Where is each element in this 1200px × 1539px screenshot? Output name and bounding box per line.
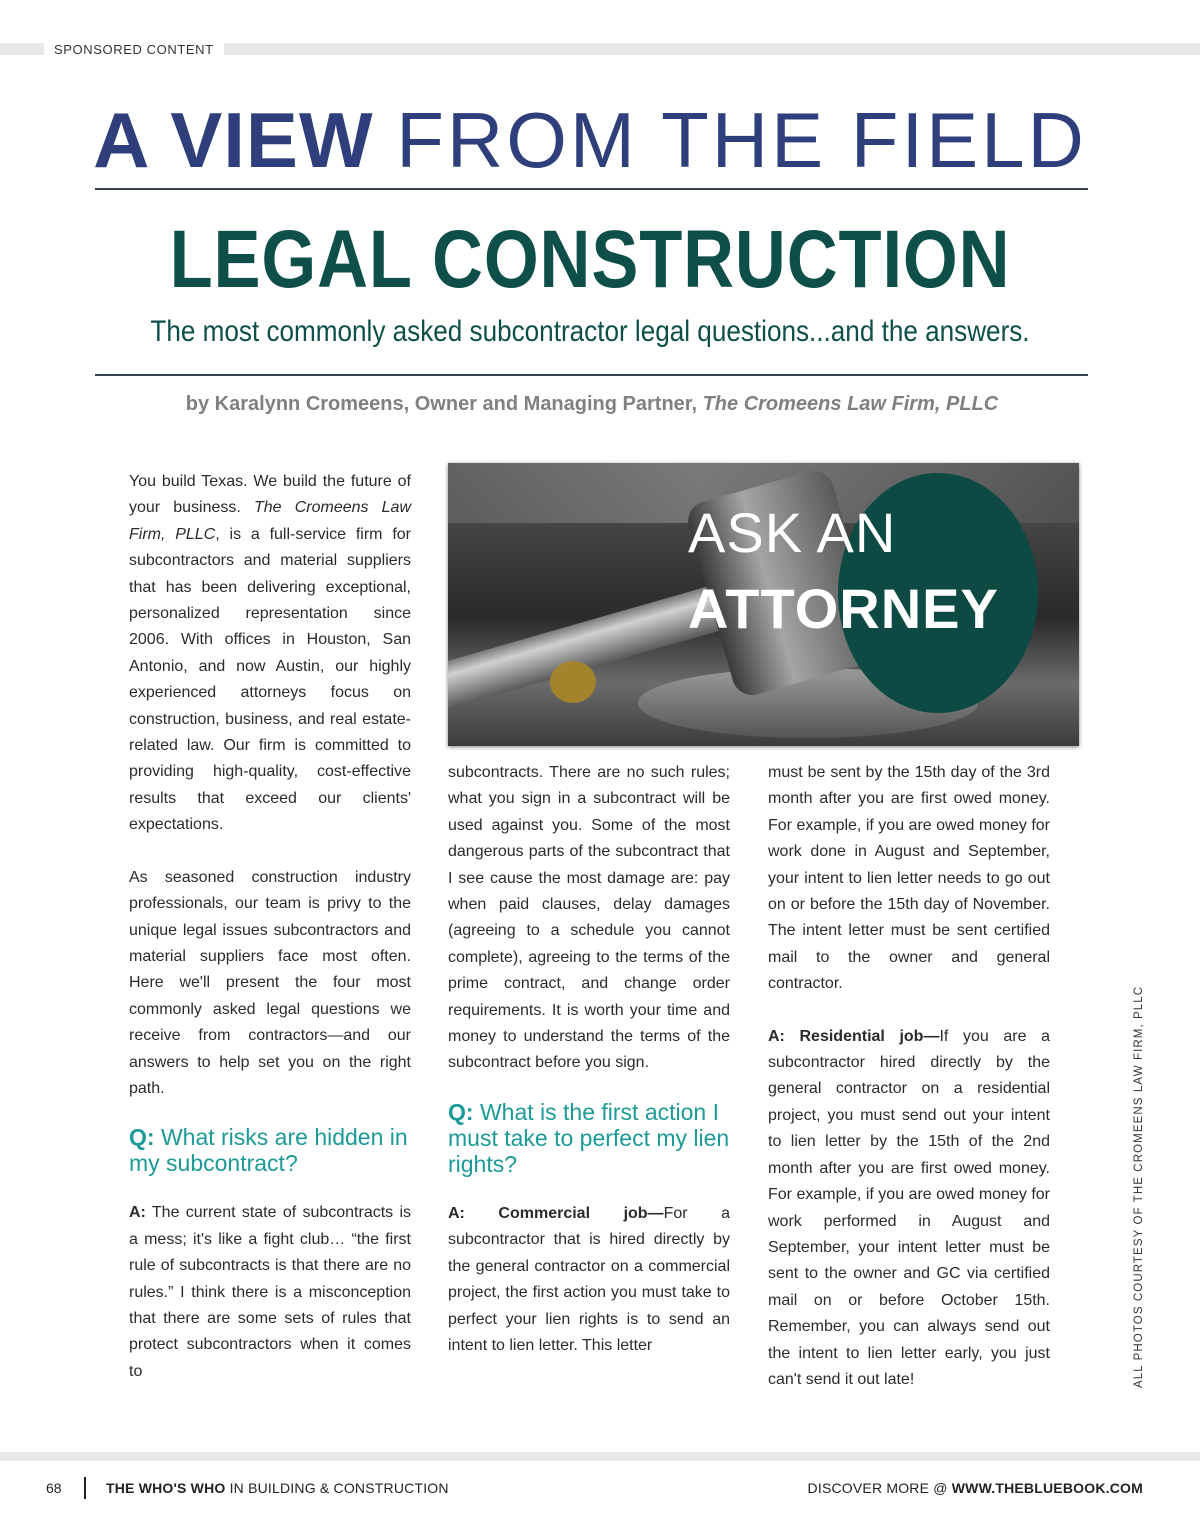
question-2 <box>448 1099 730 1177</box>
article-column-3 <box>768 760 1050 1393</box>
publication-rest: IN BUILDING & CONSTRUCTION <box>225 1480 449 1496</box>
website-link[interactable]: WWW.THEBLUEBOOK.COM <box>951 1480 1143 1496</box>
question-1 <box>129 1124 411 1176</box>
page-number: 68 <box>46 1480 62 1496</box>
byline-author: by Karalynn Cromeens, Owner and Managing Partner, <box>185 393 698 415</box>
answer-label: A: <box>129 1204 146 1222</box>
discover-more <box>808 1479 1143 1497</box>
headline-bold: A VIEW <box>93 96 374 184</box>
intro-text-a: You build Texas. We build the future of your business. <box>129 473 411 517</box>
section-headline <box>0 94 1180 186</box>
publication-bold: THE WHO'S WHO <box>106 1480 226 1496</box>
sponsored-label: SPONSORED CONTENT <box>44 40 224 60</box>
discover-prefix: DISCOVER MORE @ <box>807 1480 952 1496</box>
intro-paragraph-2: As seasoned construction industry professionals, our team is privy to the unique legal issues subcontractors and material suppliers face most often. Here we'll present the four most commonly asked legal questions we receive from contractors—and our answers to help set you on the right path. <box>129 868 411 1097</box>
answer-label: A: Residential job— <box>768 1027 940 1045</box>
question-text: What risks are hidden in my subcontract? <box>129 1124 408 1177</box>
question-label: Q: <box>129 1124 155 1151</box>
intro-text-b: , is a full-service firm for subcontractors and material suppliers that has been delivering exceptional, personalized representation since 2006. With offices in Houston, San Antonio, and now Austin, our highly experienced attorneys focus on construction, business, and real estate-related law. Our firm is committed to providing high-quality, cost-effective results that exceed our clients' expectations. <box>129 525 411 834</box>
hero-line-1: ASK AN <box>688 501 897 564</box>
intro-paragraph <box>129 469 411 839</box>
gold-dot <box>550 661 596 703</box>
answer-2 <box>448 1201 730 1359</box>
article-deck: The most commonly asked subcontractor legal questions...and the answers. <box>150 315 1030 348</box>
question-label: Q: <box>448 1098 474 1125</box>
ask-an-attorney-image <box>448 463 1079 746</box>
answer-text: For a subcontractor that is hired directly by the general contractor on a commercial project, the first action you must take to perfect your lien rights is to send an intent to lien letter. This letter <box>448 1204 731 1354</box>
article-column-2 <box>448 760 730 1359</box>
footer-divider <box>84 1477 86 1499</box>
article-title: LEGAL CONSTRUCTION <box>169 214 1011 305</box>
answer-2-continued: must be sent by the 15th day of the 3rd month after you are first owed money. For example, if you are owed money for work done in August and September, your intent to lien letter needs to go out on or before the 15th day of November. The intent letter must be sent certified mail to the owner and general contractor. <box>768 764 1050 993</box>
byline-firm: The Cromeens Law Firm, PLLC <box>702 393 999 415</box>
answer-1 <box>129 1200 411 1385</box>
intro-firm-name: The Cromeens Law Firm, PLLC <box>129 499 411 543</box>
publication-name <box>106 1479 449 1497</box>
answer-3 <box>768 1024 1050 1394</box>
answer-text: If you are a subcontractor hired directly by the general contractor on a residential project, you must send out your intent to lien letter by the 15th of the 2nd month after you are first owed money. For example, if you are owed money for work performed in August and September, your intent letter must be sent to the owner and GC via certified mail on or before October 15th. Remember, you can always send out the intent to lien letter early, you just can't send it out late! <box>768 1027 1051 1388</box>
deck-rule <box>95 374 1088 376</box>
answer-text: The current state of subcontracts is a mess; it's like a fight club… “the first rule of subcontracts is that there are no rules.” I think there is a misconception that there are some sets of rules that protect subcontractors when it comes to <box>129 1204 411 1380</box>
photo-credit: ALL PHOTOS COURTESY OF THE CROMEENS LAW FIRM, PLLC <box>1133 985 1145 1388</box>
article-column-1 <box>129 469 411 1385</box>
question-text: What is the first action I must take to perfect my lien rights? <box>448 1098 730 1177</box>
answer-1-continued: subcontracts. There are no such rules; what you sign in a subcontract will be used against you. Some of the most dangerous parts of the subcontract that I see cause the most damage are: pay when paid clauses, delay damages (agreeing to a schedule you cannot complete), agreeing to the terms of the prime contract, and change order requirements. It is worth your time and money to understand the terms of the subcontract before you sign. <box>448 764 730 1072</box>
byline <box>0 390 1184 418</box>
headline-light: FROM THE FIELD <box>396 96 1087 184</box>
answer-label: A: Commercial job— <box>448 1204 664 1222</box>
top-rule <box>95 188 1088 190</box>
footer-bar <box>0 1452 1200 1461</box>
hero-line-2: ATTORNEY <box>688 577 999 640</box>
